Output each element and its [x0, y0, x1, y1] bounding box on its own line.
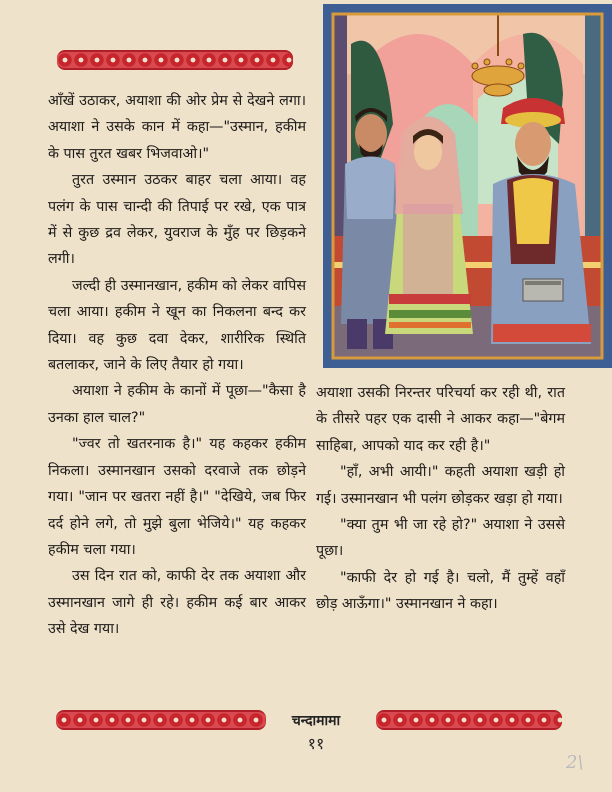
story-paragraph: "हाँ, अभी आयी।" कहती अयाशा खड़ी हो गई। उस्मानखान भी पलंग छोड़कर खड़ा हो गया।	[316, 464, 565, 507]
page-number: ११	[307, 734, 325, 753]
right-text-column	[316, 380, 565, 618]
palace-scene-illustration	[323, 4, 612, 368]
top-decorative-border	[57, 50, 293, 70]
story-paragraph: आँखें उठाकर, अयाशा की ओर प्रेम से देखने लगा। अयाशा ने उसके कान में कहा—"उस्मान, हकीम के पास तुरत खबर भिजवाओ।"	[48, 93, 306, 162]
bottom-left-decorative-border	[56, 710, 266, 730]
story-paragraph: उस दिन रात को, काफी देर तक अयाशा और उस्मानखान जागे ही रहे। हकीम कई बार आकर उसे देख गया।	[48, 568, 306, 638]
left-text-column	[48, 88, 306, 643]
story-paragraph: तुरत उस्मान उठकर बाहर चला आया। वह पलंग के पास चान्दी की तिपाई पर रखे, एक पात्र में से कुछ द्रव लेकर, युवराज के मुँह पर छिड़कने लगी।	[48, 172, 306, 268]
story-paragraph: अयाशा ने हकीम के कानों में पूछा—"कैसा है उनका हाल चाल?"	[48, 383, 306, 426]
story-paragraph: "ज्वर तो खतरनाक है।" यह कहकर हकीम निकला। उस्मानखान उसको दरवाजे तक छोड़ने गया। "जान पर खतरा नहीं है।" "देखिये, जब फिर दर्द होने लगे, तो मुझे बुला भेजिये।" यह कहकर हकीम चला गया।	[48, 436, 306, 558]
story-illustration	[323, 4, 612, 368]
bottom-right-decorative-border	[376, 710, 562, 730]
story-paragraph: अयाशा उसकी निरन्तर परिचर्या कर रही थी, रात के तीसरे पहर एक दासी ने आकर कहा—"बेगम साहिबा, आपको याद कर रही है।"	[316, 385, 565, 454]
story-paragraph: "क्या तुम भी जा रहे हो?" अयाशा ने उससे पूछा।	[316, 517, 565, 560]
story-paragraph: "काफी देर हो गई है। चलो, मैं तुम्हें वहाँ छोड़ आऊँगा।" उस्मानखान ने कहा।	[316, 569, 565, 613]
story-paragraph: जल्दी ही उस्मानखान, हकीम को लेकर वापिस चला आया। हकीम ने खून का निकलना बन्द कर दिया। वह कुछ दवा देकर, शारीरिक स्थिति बतलाकर, जाने के लिए तैयार हो गया।	[48, 277, 306, 374]
corner-mark: 2\	[566, 752, 584, 773]
magazine-name: चन्दामामा	[291, 713, 341, 729]
